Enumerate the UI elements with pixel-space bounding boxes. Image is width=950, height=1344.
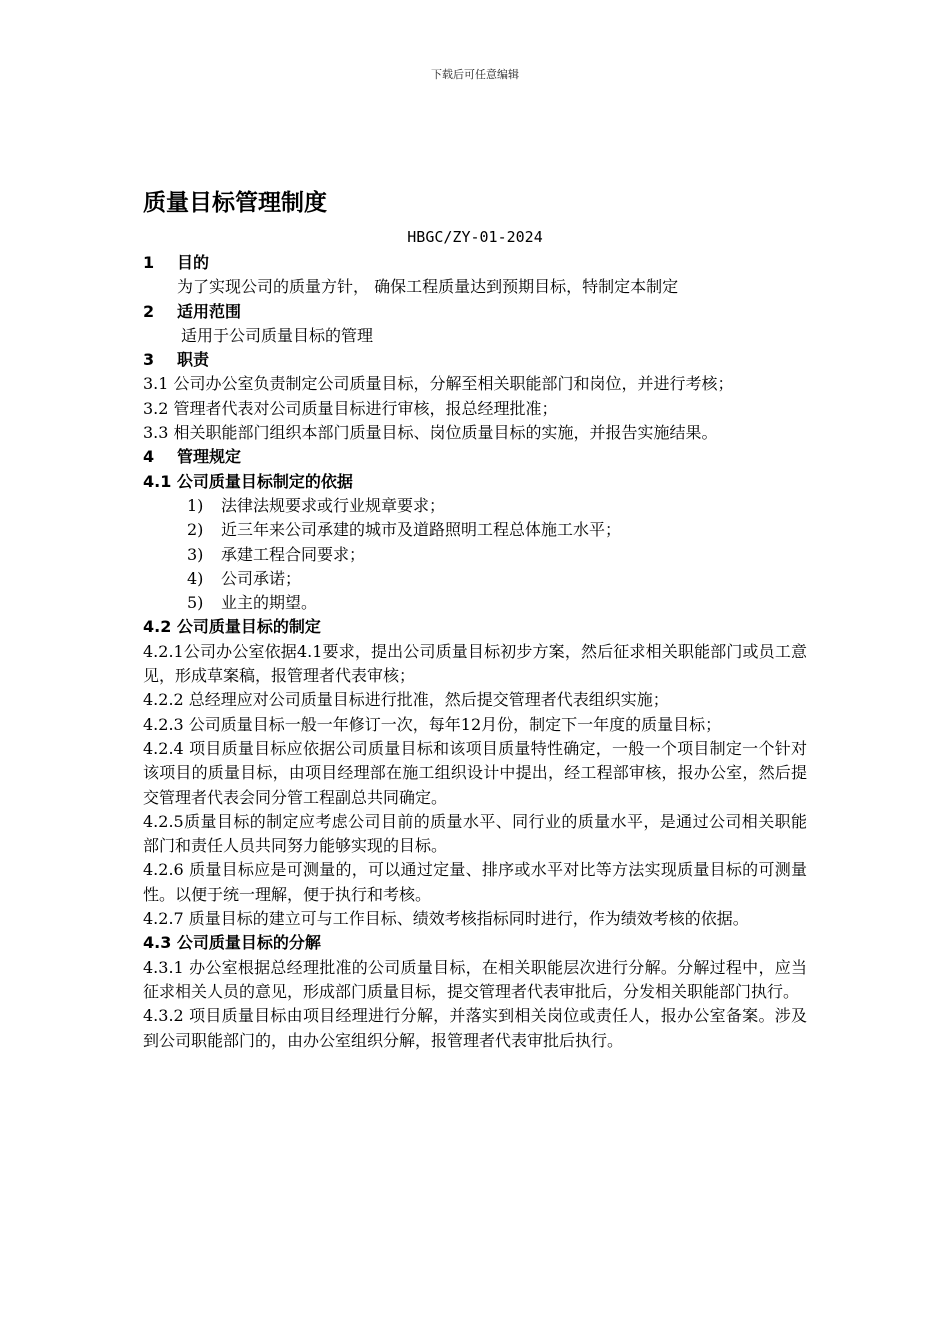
paragraph-4-2-1: 4.2.1公司办公室依据4.1要求，提出公司质量目标初步方案，然后征求相关职能部门或员工意见，形成草案稿，报管理者代表审核； [143, 641, 807, 686]
section-number: 4 [143, 447, 155, 467]
header-note: 下载后可任意编辑 [431, 68, 519, 81]
section-1-heading [143, 251, 807, 275]
section-4-heading [143, 445, 807, 469]
section-number: 3 [143, 350, 155, 370]
list-marker: 5) [187, 593, 204, 613]
paragraph-3-2: 3.2 管理者代表对公司质量目标进行审核，报总经理批准； [143, 398, 558, 418]
paragraph-4-2-6: 4.2.6 质量目标应是可测量的，可以通过定量、排序或水平对比等方法实现质量目标的可测量性。以便于统一理解，便于执行和考核。 [143, 860, 807, 904]
section-number: 2 [143, 301, 155, 321]
paragraph-4-3-2: 4.3.2 项目质量目标由项目经理进行分解，并落实到相关岗位或责任人，报办公室备案。涉及到公司职能部门的，由办公室组织分解，报管理者代表审批后执行。 [143, 1006, 807, 1050]
paragraph-4-2-3: 4.2.3 公司质量目标一般一年修订一次，每年12月份，制定下一年度的质量目标； [143, 714, 722, 734]
paragraph-4-3-1: 4.3.1 办公室根据总经理批准的公司质量目标，在相关职能层次进行分解。分解过程中，应当征求相关人员的意见，形成部门质量目标，提交管理者代表审批后，分发相关职能部门执行。 [143, 957, 807, 1001]
section-title: 管理规定 [177, 447, 242, 467]
list-text: 业主的期望。 [221, 593, 318, 613]
section-title: 适用范围 [177, 301, 242, 321]
section-2-text: 适用于公司质量目标的管理 [181, 325, 374, 345]
paragraph-3-3: 3.3 相关职能部门组织本部门质量目标、岗位质量目标的实施，并报告实施结果。 [143, 423, 718, 443]
list-text: 法律法规要求或行业规章要求； [221, 495, 446, 515]
section-4-3-heading: 4.3 公司质量目标的分解 [143, 933, 321, 953]
section-2-heading [143, 300, 807, 324]
list-text: 公司承诺； [221, 568, 302, 588]
list-item [143, 518, 807, 542]
paragraph-4-2-4: 4.2.4 项目质量目标应依据公司质量目标和该项目质量特性确定，一般一个项目制定一个针对该项目的质量目标，由项目经理部在施工组织设计中提出，经工程部审核，报办公室，然后提交管理者代表会同分管工程副总共同确定。 [143, 738, 807, 807]
paragraph-4-2-2: 4.2.2 总经理应对公司质量目标进行批准，然后提交管理者代表组织实施； [143, 690, 669, 710]
paragraph-4-2-7: 4.2.7 质量目标的建立可与工作目标、绩效考核指标同时进行，作为绩效考核的依据。 [143, 909, 749, 929]
section-title: 职责 [177, 350, 210, 370]
section-title: 目的 [177, 253, 210, 272]
list-text: 承建工程合同要求； [221, 544, 366, 564]
list-text: 近三年来公司承建的城市及道路照明工程总体施工水平； [221, 520, 622, 540]
document-body [143, 251, 807, 1053]
list-item [143, 567, 807, 591]
section-4-2-heading: 4.2 公司质量目标的制定 [143, 617, 321, 637]
list-marker: 4) [187, 568, 204, 588]
section-4-1-heading: 4.1 公司质量目标制定的依据 [143, 471, 353, 491]
list-marker: 3) [187, 544, 204, 564]
paragraph-4-2-5: 4.2.5质量目标的制定应考虑公司目前的质量水平、同行业的质量水平，是通过公司相关职能部门和责任人员共同努力能够实现的目标。 [143, 811, 807, 856]
section-3-heading [143, 348, 807, 372]
list-marker: 2) [187, 520, 204, 540]
list-item [143, 494, 807, 518]
paragraph-3-1: 3.1 公司办公室负责制定公司质量目标，分解至相关职能部门和岗位，并进行考核； [143, 374, 734, 394]
list-marker: 1) [187, 495, 204, 515]
section-number: 1 [143, 253, 155, 272]
list-item [143, 543, 807, 567]
section-1-text: 为了实现公司的质量方针， 确保工程质量达到预期目标，特制定本制定 [177, 277, 679, 297]
list-item [143, 591, 807, 615]
document-title: 质量目标管理制度 [143, 190, 327, 216]
document-code: HBGC/ZY-01-2024 [407, 228, 543, 246]
